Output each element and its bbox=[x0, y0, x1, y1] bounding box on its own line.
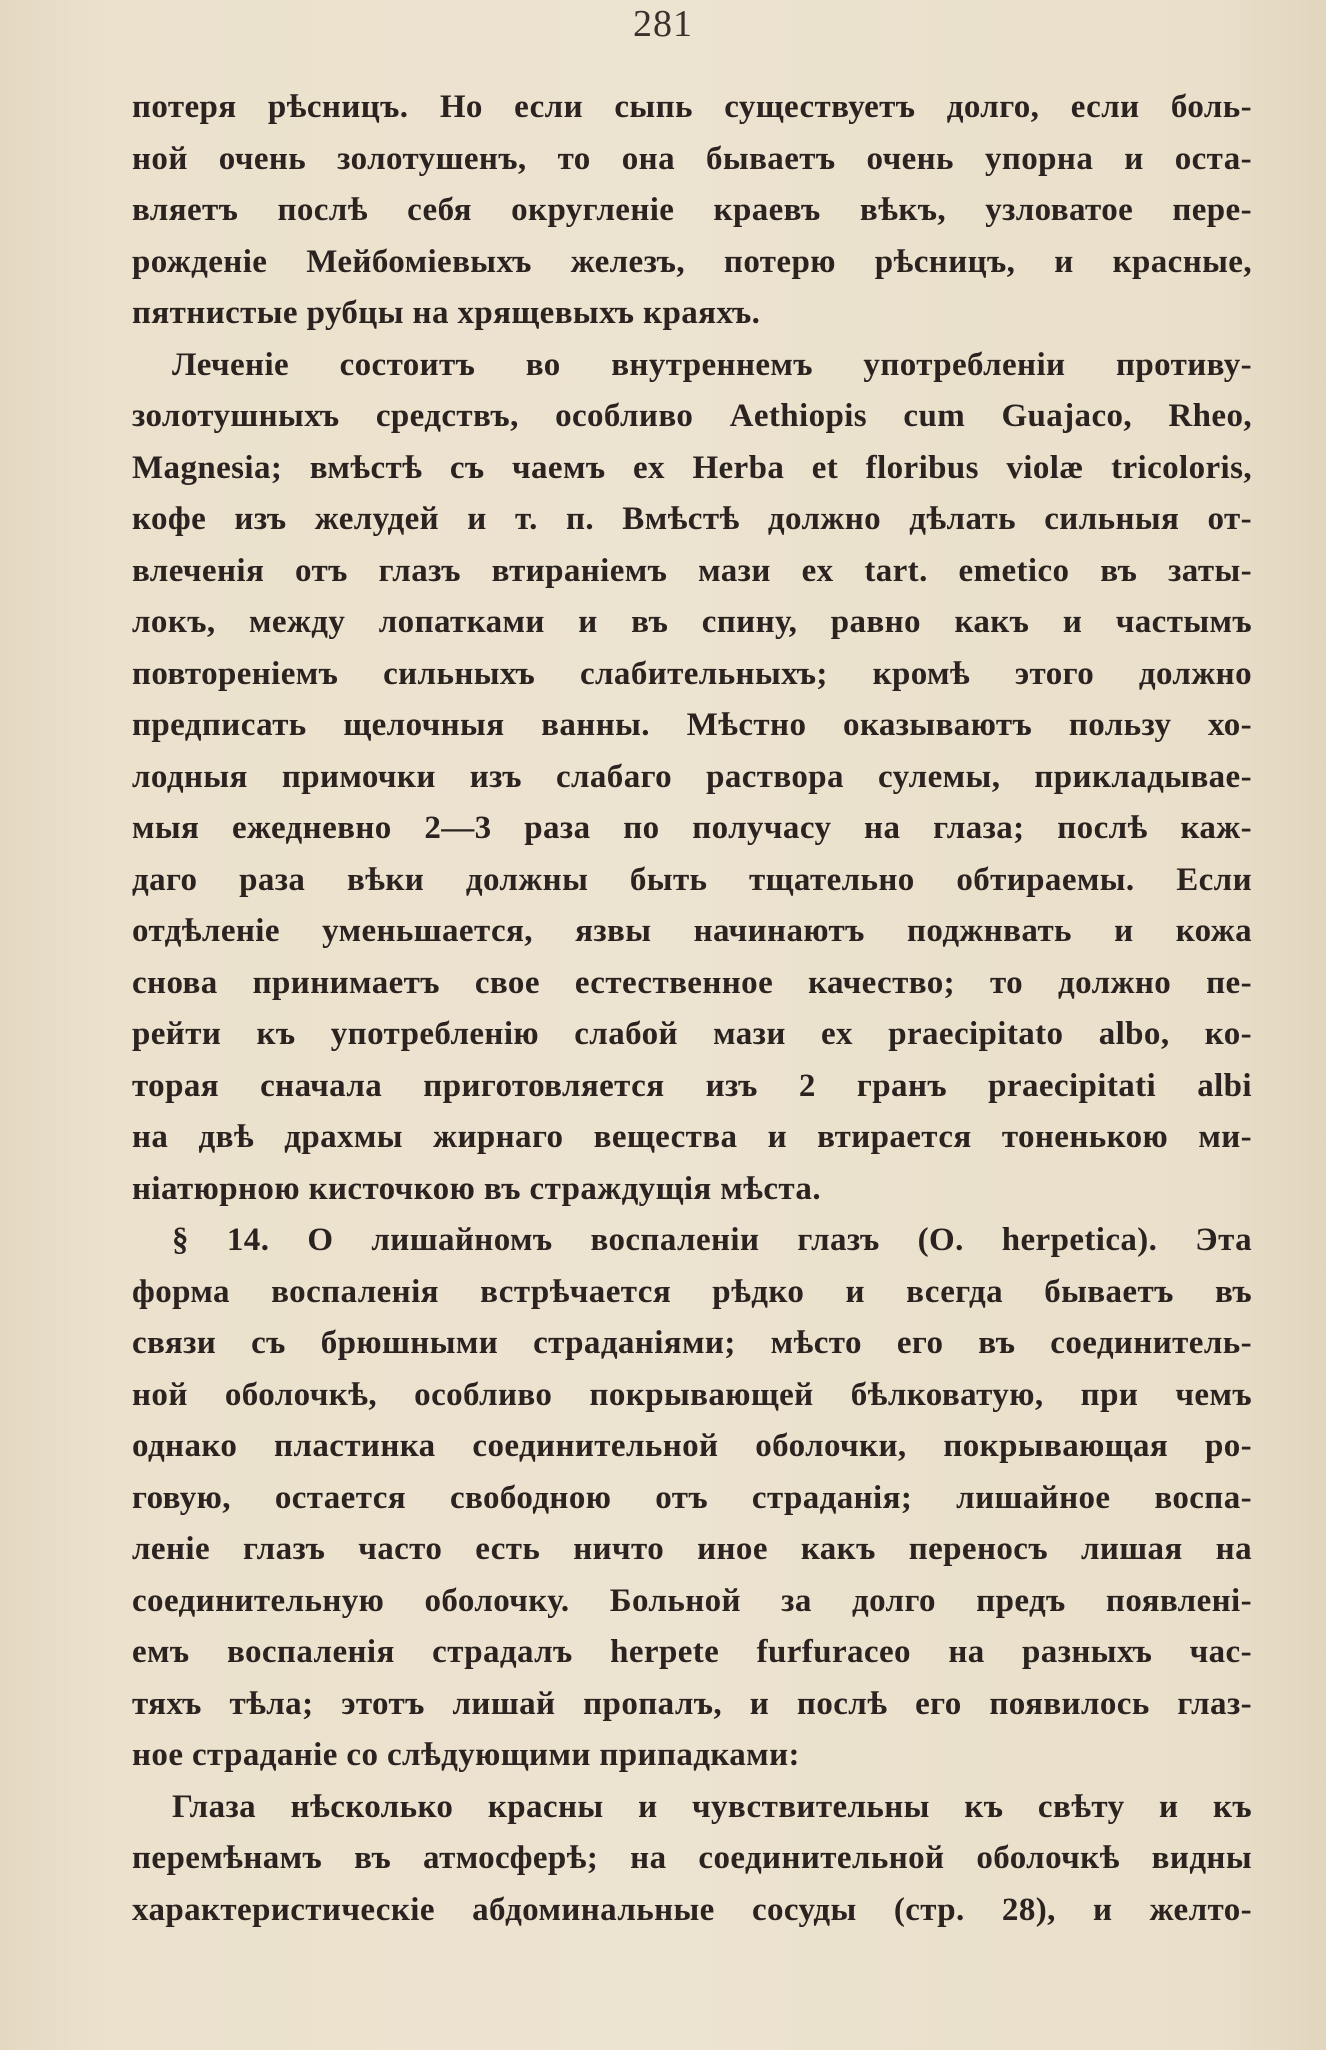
text-line: лодныя примочки изъ слабаго раствора сулемы, прикладывае- bbox=[132, 758, 1252, 795]
text-line: характеристическіе абдоминальные сосуды (стр. 28), и желто- bbox=[132, 1891, 1252, 1928]
text-line: на двѣ драхмы жирнаго вещества и втирается тоненькою ми- bbox=[132, 1119, 1252, 1155]
text-line: потеря рѣсницъ. Но если сыпь существуетъ долго, если боль- bbox=[132, 89, 1252, 125]
text-line: пятнистые рубцы на хрящевыхъ краяхъ. bbox=[132, 295, 761, 331]
text-line: ніатюрною кисточкою въ страждущія мѣста. bbox=[132, 1170, 821, 1207]
text-line: Глаза нѣсколько красны и чувствительны къ свѣту и къ bbox=[172, 1788, 1252, 1825]
text-line: торая сначала приготовляется изъ 2 гранъ praecipitati albi bbox=[132, 1067, 1252, 1104]
text-line: Magnesia; вмѣстѣ съ чаемъ ex Herba et floribus violæ tricoloris, bbox=[132, 449, 1252, 486]
text-line: связи съ брюшными страданіями; мѣсто его въ соединитель- bbox=[132, 1325, 1252, 1361]
text-line: говую, остается свободною отъ страданія; лишайное воспа- bbox=[132, 1479, 1252, 1516]
text-line: тяхъ тѣла; этотъ лишай пропалъ, и послѣ его появилось глаз- bbox=[132, 1685, 1252, 1722]
paragraph-treatment bbox=[132, 340, 1252, 1216]
text-line: ное страданіе со слѣдующими припадками: bbox=[132, 1737, 800, 1773]
text-line: отдѣленіе уменьшается, язвы начинаютъ поджнвать и кожа bbox=[132, 913, 1252, 949]
text-line: перемѣнамъ въ атмосферѣ; на соединительной оболочкѣ видны bbox=[132, 1840, 1252, 1876]
text-line: рожденіе Мейбоміевыхъ железъ, потерю рѣсницъ, и красные, bbox=[132, 243, 1252, 280]
text-line: снова принимаетъ свое естественное качество; то должно пе- bbox=[132, 964, 1252, 1001]
text-line: однако пластинка соединительной оболочки, покрывающая ро- bbox=[132, 1428, 1252, 1464]
text-line: кофе изъ желудей и т. п. Вмѣстѣ должно дѣлать сильныя от- bbox=[132, 501, 1252, 537]
text-line: повтореніемъ сильныхъ слабительныхъ; кромѣ этого должно bbox=[132, 655, 1252, 692]
text-line: вляетъ послѣ себя округленіе краевъ вѣкъ, узловатое пере- bbox=[132, 192, 1252, 228]
paragraph-symptoms bbox=[132, 1782, 1252, 1937]
text-line: Леченіе состоитъ во внутреннемъ употребленіи противу- bbox=[172, 346, 1252, 383]
text-line: влеченія отъ глазъ втираніемъ мази ex tart. emetico въ заты- bbox=[132, 552, 1252, 589]
text-line: ной оболочкѣ, особливо покрывающей бѣлковатую, при чемъ bbox=[132, 1376, 1252, 1413]
page-body-text bbox=[132, 82, 1252, 1936]
text-line: форма воспаленія встрѣчается рѣдко и всегда бываетъ въ bbox=[132, 1273, 1252, 1310]
paragraph-section-14 bbox=[132, 1215, 1252, 1782]
text-line: емъ воспаленія страдалъ herpete furfuraceo на разныхъ час- bbox=[132, 1634, 1252, 1670]
page-number: 281 bbox=[633, 3, 693, 45]
text-line: даго раза вѣки должны быть тщательно обтираемы. Если bbox=[132, 861, 1252, 898]
section-heading-line: § 14. О лишайномъ воспаленіи глазъ (O. herpetica). Эта bbox=[172, 1222, 1252, 1258]
text-line: соединительную оболочку. Больной за долго предъ появлені- bbox=[132, 1582, 1252, 1619]
text-line: мыя ежедневно 2—3 раза по получасу на глаза; послѣ каж- bbox=[132, 810, 1252, 846]
text-line: предписать щелочныя ванны. Мѣстно оказываютъ пользу хо- bbox=[132, 707, 1252, 743]
text-line: леніе глазъ часто есть ничто иное какъ переносъ лишая на bbox=[132, 1531, 1252, 1567]
paragraph-eyelash-loss bbox=[132, 82, 1252, 340]
text-line: золотушныхъ средствъ, особливо Aethiopis cum Guajaco, Rheo, bbox=[132, 398, 1252, 434]
text-line: локъ, между лопатками и въ спину, равно какъ и частымъ bbox=[132, 604, 1252, 640]
text-line: ной очень золотушенъ, то она бываетъ очень упорна и оста- bbox=[132, 140, 1252, 177]
text-line: рейти къ употребленію слабой мази ex praecipitato albo, ко- bbox=[132, 1016, 1252, 1052]
